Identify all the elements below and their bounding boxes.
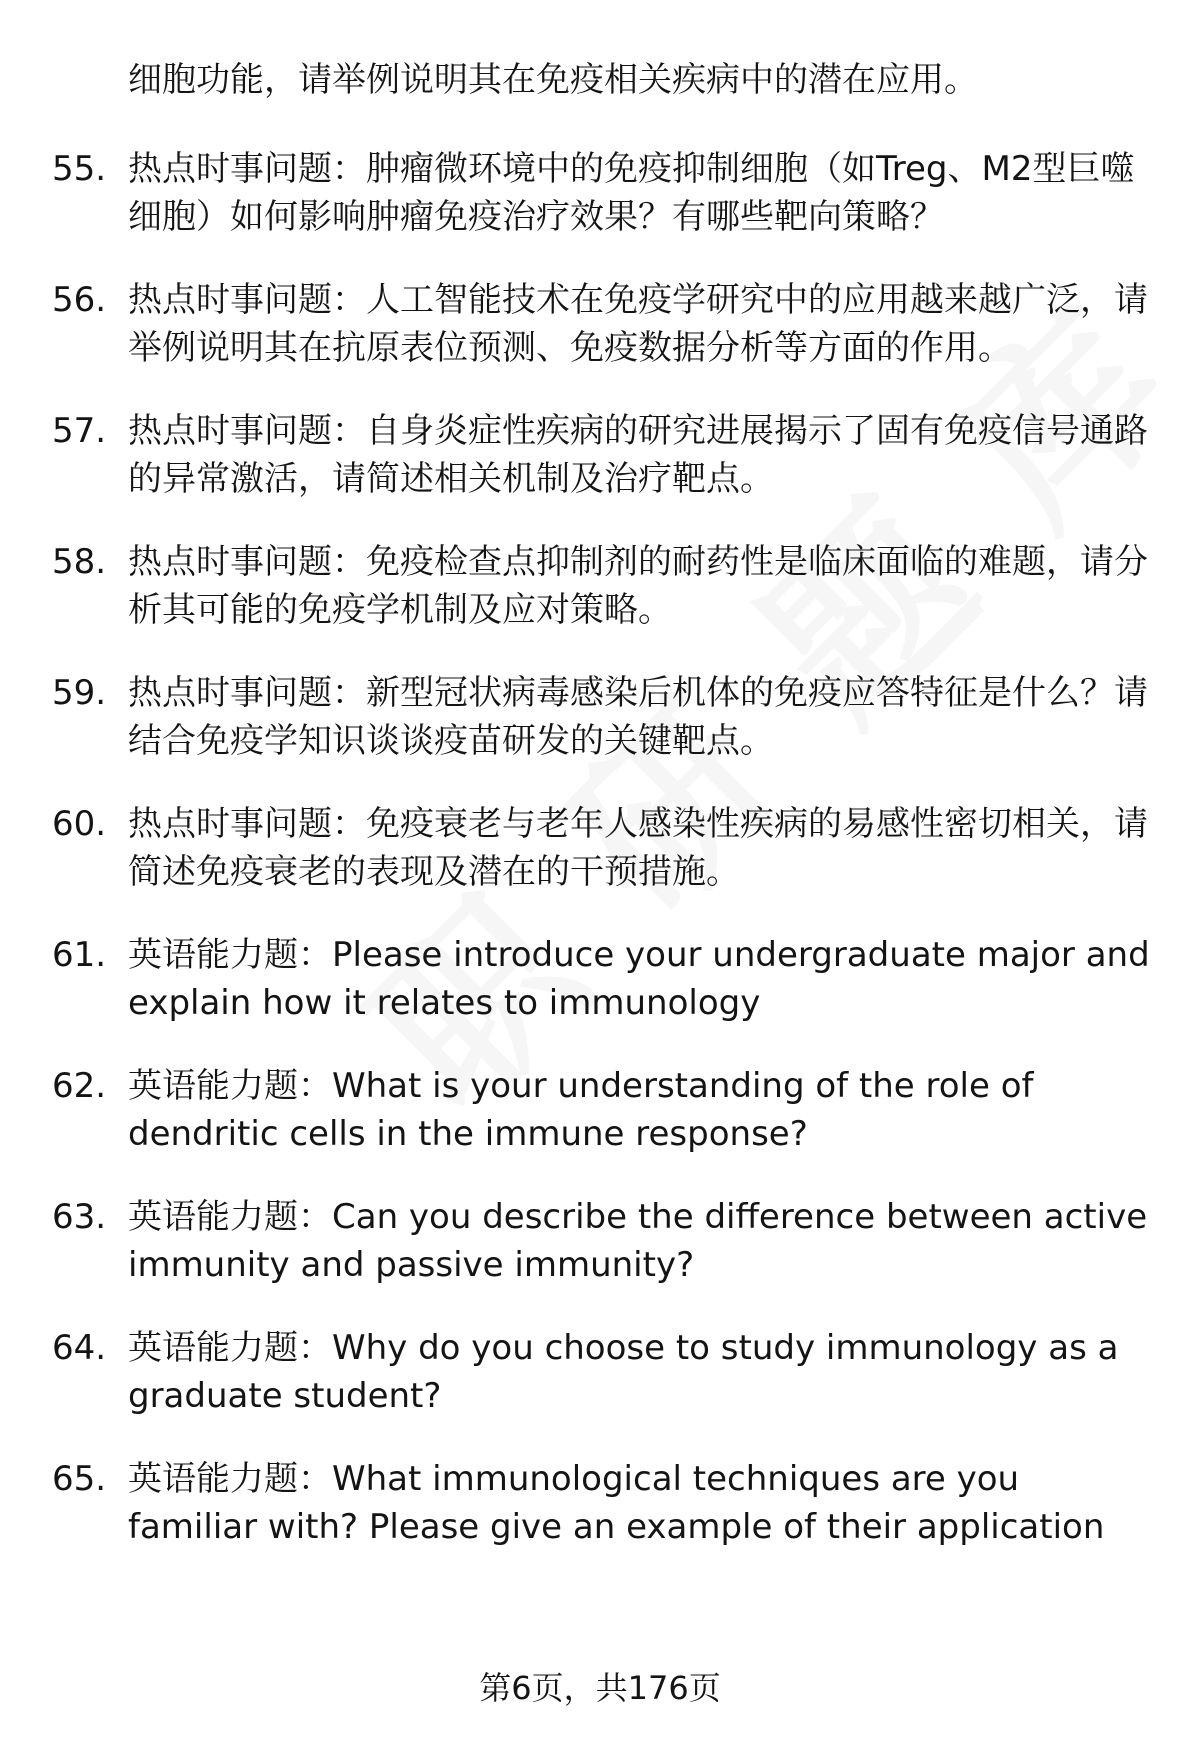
question-item-59	[52, 669, 1152, 765]
continued-question-text: 细胞功能，请举例说明其在免疫相关疾病中的潜在应用。	[128, 60, 978, 100]
question-number: 57.	[52, 411, 107, 451]
question-number: 61.	[52, 935, 107, 975]
question-number: 60.	[52, 804, 107, 844]
question-text: 热点时事问题：人工智能技术在免疫学研究中的应用越来越广泛，请举例说明其在抗原表位预测、免疫数据分析等方面的作用。	[128, 280, 1148, 368]
question-number: 58.	[52, 542, 107, 582]
question-number: 62.	[52, 1066, 107, 1106]
question-text: 英语能力题：What immunological techniques are you familiar with? Please give an example of their application	[128, 1459, 1105, 1547]
question-item-55	[52, 145, 1152, 241]
question-number: 63.	[52, 1197, 107, 1237]
question-item-60	[52, 800, 1152, 896]
question-text: 英语能力题：What is your understanding of the role of dendritic cells in the immune response?	[128, 1066, 1034, 1154]
question-item-61	[52, 931, 1152, 1027]
question-text: 热点时事问题：肿瘤微环境中的免疫抑制细胞（如Treg、M2型巨噬细胞）如何影响肿瘤免疫治疗效果？有哪些靶向策略？	[128, 149, 1135, 237]
question-list	[52, 145, 1152, 1586]
question-text: 英语能力题：Why do you choose to study immunology as a graduate student?	[128, 1328, 1119, 1416]
question-item-58	[52, 538, 1152, 634]
question-item-65	[52, 1455, 1152, 1551]
question-text: 热点时事问题：新型冠状病毒感染后机体的免疫应答特征是什么？请结合免疫学知识谈谈疫苗研发的关键靶点。	[128, 673, 1148, 761]
question-text: 热点时事问题：免疫检查点抑制剂的耐药性是临床面临的难题，请分析其可能的免疫学机制及应对策略。	[128, 542, 1148, 630]
question-number: 56.	[52, 280, 107, 320]
question-item-63	[52, 1193, 1152, 1289]
question-text: 热点时事问题：免疫衰老与老年人感染性疾病的易感性密切相关，请简述免疫衰老的表现及潜在的干预措施。	[128, 804, 1148, 892]
question-item-56	[52, 276, 1152, 372]
question-number: 59.	[52, 673, 107, 713]
question-text: 英语能力题：Please introduce your undergraduate major and explain how it relates to immunology	[128, 935, 1150, 1023]
page-number-footer: 第6页，共176页	[479, 1669, 721, 1707]
question-number: 64.	[52, 1328, 107, 1368]
question-item-57	[52, 407, 1152, 503]
question-item-62	[52, 1062, 1152, 1158]
question-number: 55.	[52, 149, 107, 189]
question-number: 65.	[52, 1459, 107, 1499]
question-item-64	[52, 1324, 1152, 1420]
question-text: 热点时事问题：自身炎症性疾病的研究进展揭示了固有免疫信号通路的异常激活，请简述相关机制及治疗靶点。	[128, 411, 1148, 499]
question-text: 英语能力题：Can you describe the difference between active immunity and passive immunity?	[128, 1197, 1148, 1285]
